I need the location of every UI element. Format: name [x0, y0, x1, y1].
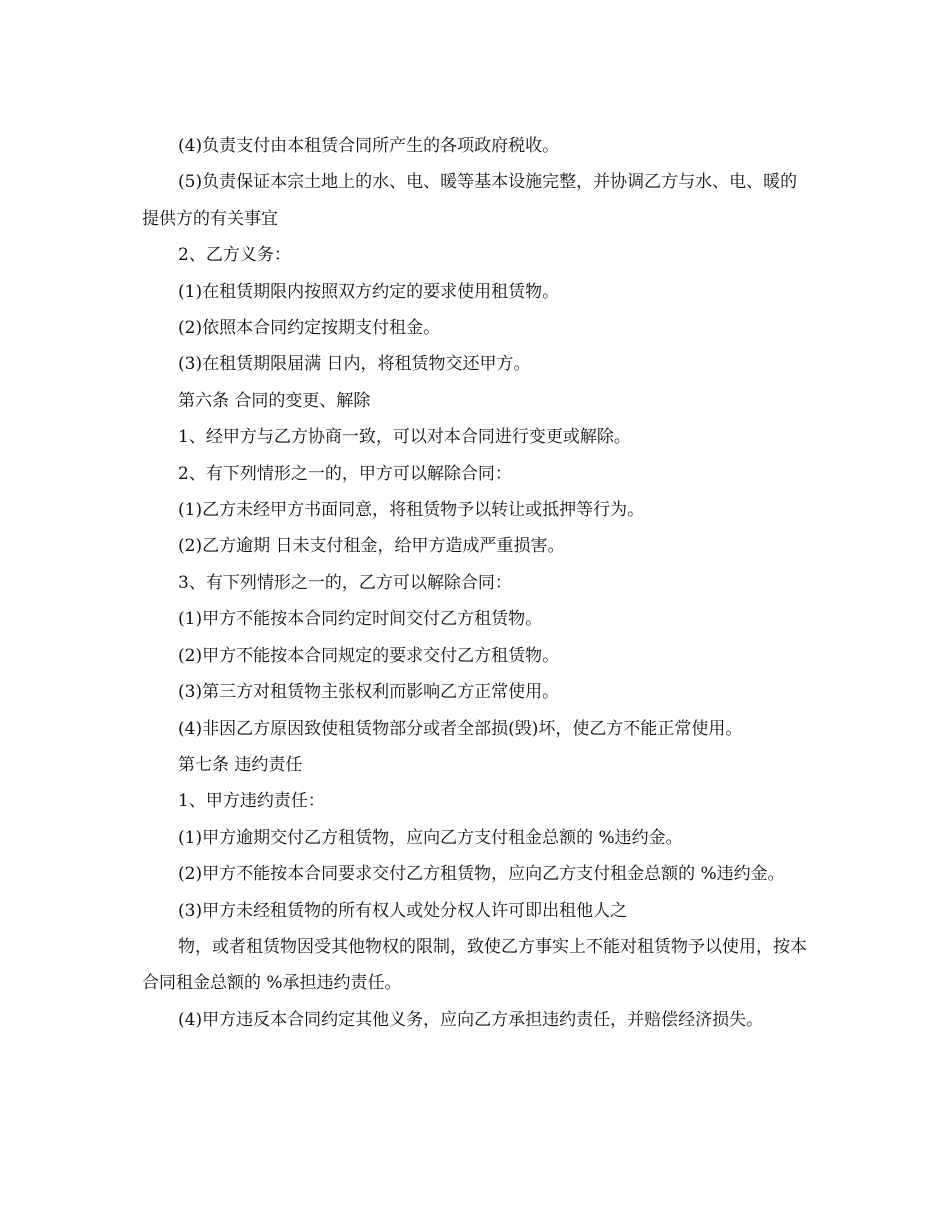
paragraph-article6-clause-3-item-1: (1)甲方不能按本合同约定时间交付乙方租赁物。	[178, 609, 543, 630]
paragraph-article6-clause-3-item-2: (2)甲方不能按本合同规定的要求交付乙方租赁物。	[178, 645, 560, 666]
paragraph-article6-clause-1: 1、经甲方与乙方协商一致，可以对本合同进行变更或解除。	[178, 427, 631, 448]
paragraph-lessee-duty-3: (3)在租赁期限届满 日内，将租赁物交还甲方。	[178, 354, 531, 375]
paragraph-lessor-breach-3: (3)甲方未经租赁物的所有权人或处分权人许可即出租他人之	[178, 900, 628, 921]
document-body	[142, 128, 810, 1038]
paragraph-lessor-duty-4: (4)负责支付由本租赁合同所产生的各项政府税收。	[178, 136, 560, 156]
paragraph-article6-clause-2: 2、有下列情形之一的，甲方可以解除合同：	[178, 463, 512, 484]
paragraph-article6-clause-2-item-2: (2)乙方逾期 日未支付租金，给甲方造成严重损害。	[178, 536, 565, 557]
paragraph-lessor-breach-3-continued: 物，或者租赁物因受其他物权的限制，致使乙方事实上不能对租赁物予以使用，按本合同租金总额的 %承担违约责任。	[142, 936, 807, 994]
paragraph-lessor-breach-heading: 1、甲方违约责任：	[178, 791, 325, 812]
paragraph-article6-clause-3: 3、有下列情形之一的，乙方可以解除合同：	[178, 572, 512, 593]
paragraph-lessor-duty-5: (5)负责保证本宗土地上的水、电、暖等基本设施完整，并协调乙方与水、电、暖的提供方的有关事宜	[142, 172, 798, 229]
paragraph-lessee-duty-1: (1)在租赁期限内按照双方约定的要求使用租赁物。	[178, 281, 560, 302]
paragraph-lessee-duties-heading: 2、乙方义务：	[178, 245, 291, 266]
paragraph-article6-clause-2-item-1: (1)乙方未经甲方书面同意，将租赁物予以转让或抵押等行为。	[178, 500, 645, 521]
paragraph-lessor-breach-2: (2)甲方不能按本合同要求交付乙方租赁物，应向乙方支付租金总额的 %违约金。	[178, 864, 785, 885]
paragraph-lessee-duty-2: (2)依照本合同约定按期支付租金。	[178, 318, 441, 339]
article-6-heading: 第六条 合同的变更、解除	[178, 390, 371, 411]
paragraph-article6-clause-3-item-4: (4)非因乙方原因致使租赁物部分或者全部损(毁)坏，使乙方不能正常使用。	[178, 718, 743, 739]
paragraph-article6-clause-3-item-3: (3)第三方对租赁物主张权利而影响乙方正常使用。	[178, 682, 560, 703]
paragraph-lessor-breach-4: (4)甲方违反本合同约定其他义务，应向乙方承担违约责任，并赔偿经济损失。	[178, 1009, 764, 1030]
paragraph-lessor-breach-1: (1)甲方逾期交付乙方租赁物，应向乙方支付租金总额的 %违约金。	[178, 827, 683, 848]
article-7-heading: 第七条 违约责任	[178, 754, 303, 775]
